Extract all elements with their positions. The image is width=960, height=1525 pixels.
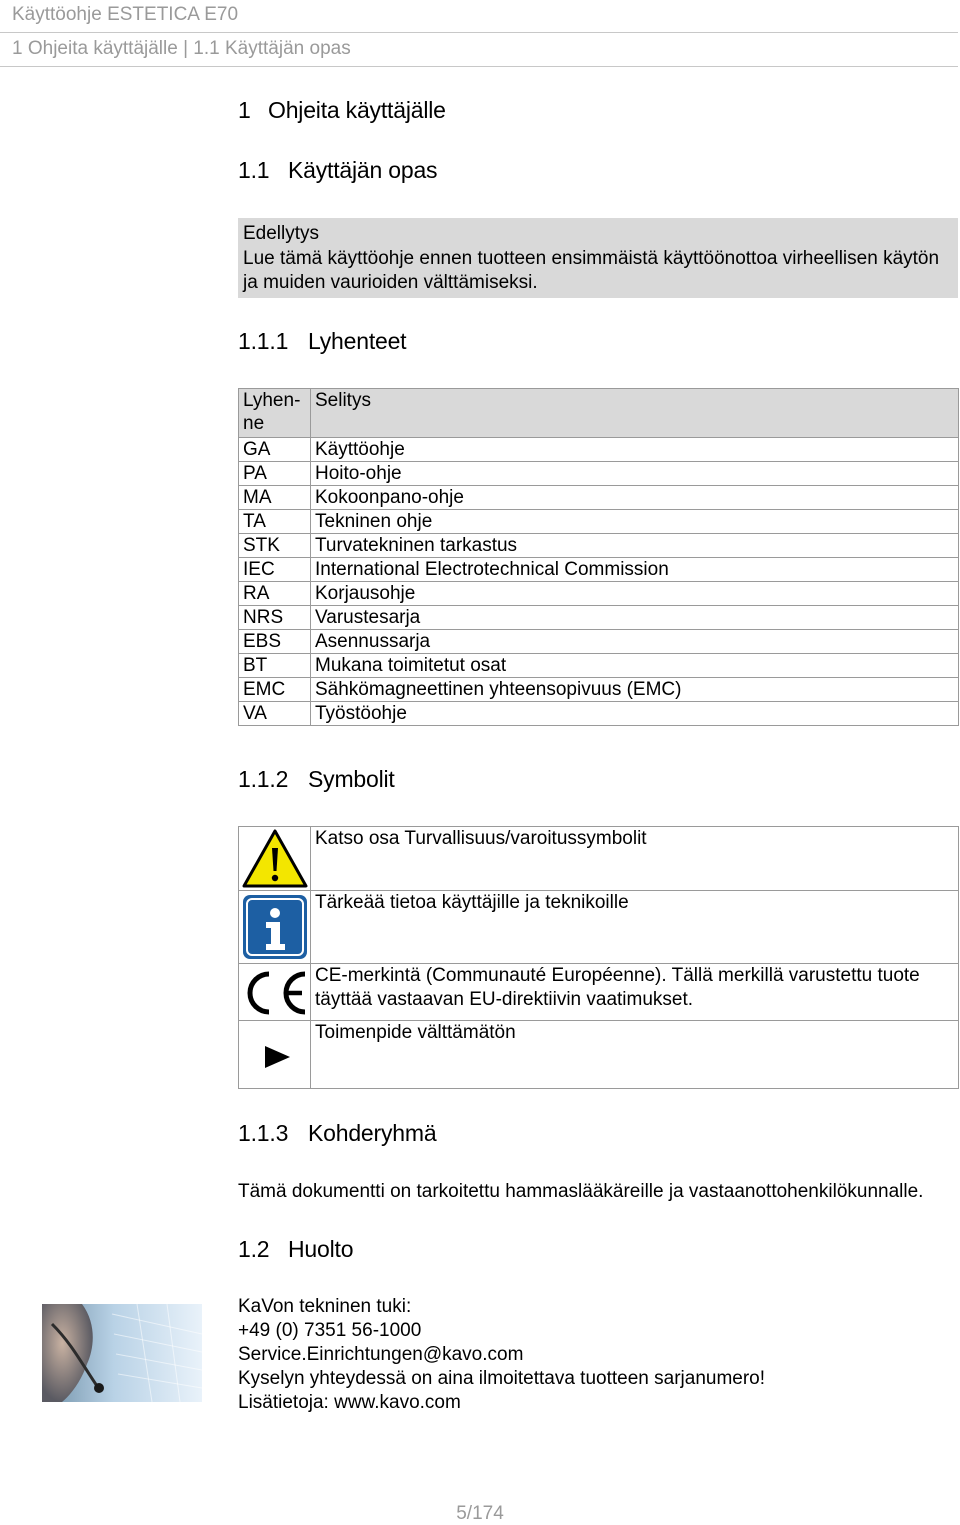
- table-row: [239, 606, 959, 630]
- abbreviation-cell: PA: [239, 462, 311, 486]
- prerequisite-text: Lue tämä käyttöohje ennen tuotteen ensimmäistä käyttöönottoa virheellisen käytön ja muiden vaurioiden välttämiseksi.: [243, 248, 940, 293]
- symbol-cell: [239, 1021, 311, 1089]
- table-row: [239, 486, 959, 510]
- explanation-cell: Käyttöohje: [311, 438, 959, 462]
- table-row: [239, 438, 959, 462]
- document-title: Käyttöohje ESTETICA E70: [12, 4, 239, 25]
- heading-1-1-2: [238, 766, 395, 793]
- abbreviation-cell: MA: [239, 486, 311, 510]
- header-divider: [0, 32, 958, 33]
- explanation-cell: Tekninen ohje: [311, 510, 959, 534]
- symbol-cell: [239, 827, 311, 891]
- heading-1-1-1: [238, 328, 406, 355]
- explanation-cell: Varustesarja: [311, 606, 959, 630]
- service-note: Kyselyn yhteydessä on aina ilmoitettava tuotteen sarjanumero!: [238, 1368, 766, 1389]
- prerequisite-label: Edellytys: [243, 223, 320, 244]
- abbreviation-cell: NRS: [239, 606, 311, 630]
- explanation-cell: Korjausohje: [311, 582, 959, 606]
- table-row: [239, 1021, 959, 1089]
- symbol-cell: [239, 891, 311, 964]
- explanation-cell: Asennussarja: [311, 630, 959, 654]
- table-row: [239, 558, 959, 582]
- table-row: [239, 630, 959, 654]
- target-group-text: Tämä dokumentti on tarkoitettu hammaslääkäreille ja vastaanottohenkilökunnalle.: [238, 1181, 924, 1202]
- ce-mark-icon: [241, 968, 309, 1018]
- explanation-cell: Turvatekninen tarkastus: [311, 534, 959, 558]
- heading-number: 1.2: [238, 1236, 270, 1262]
- heading-1-2: [238, 1236, 353, 1263]
- service-email: Service.Einrichtungen@kavo.com: [238, 1344, 524, 1365]
- heading-text: Ohjeita käyttäjälle: [268, 97, 446, 123]
- heading-text: Symbolit: [308, 766, 395, 792]
- play-arrow-icon: [263, 1044, 293, 1070]
- heading-text: Käyttäjän opas: [288, 157, 438, 183]
- heading-1-1: [238, 157, 437, 184]
- explanation-cell: Sähkömagneettinen yhteensopivuus (EMC): [311, 678, 959, 702]
- abbreviation-cell: IEC: [239, 558, 311, 582]
- heading-1-1-3: [238, 1120, 436, 1147]
- table-row: [239, 702, 959, 726]
- table-row: [239, 678, 959, 702]
- explanation-cell: Kokoonpano-ohje: [311, 486, 959, 510]
- symbol-description: CE-merkintä (Communauté Européenne). Tällä merkillä varustettu tuote täyttää vastaavan EU-direktiivin vaatimukset.: [311, 964, 959, 1021]
- heading-number: 1.1.1: [238, 328, 289, 354]
- table-row: [239, 654, 959, 678]
- prerequisite-box: [238, 218, 958, 298]
- symbol-cell: [239, 964, 311, 1021]
- abbreviation-cell: EBS: [239, 630, 311, 654]
- abbreviation-cell: VA: [239, 702, 311, 726]
- abbreviation-cell: STK: [239, 534, 311, 558]
- table-row: [239, 827, 959, 891]
- symbol-description: Katso osa Turvallisuus/varoitussymbolit: [311, 827, 959, 891]
- explanation-cell: Työstöohje: [311, 702, 959, 726]
- abbreviation-cell: GA: [239, 438, 311, 462]
- column-header-explanation: Selitys: [311, 389, 959, 438]
- abbreviation-cell: TA: [239, 510, 311, 534]
- heading-number: 1.1.2: [238, 766, 289, 792]
- support-headset-photo: [42, 1304, 202, 1402]
- table-row: [239, 462, 959, 486]
- service-contact: [238, 1295, 765, 1415]
- table-row: [239, 891, 959, 964]
- warning-triangle-icon: [241, 828, 309, 890]
- table-row: [239, 510, 959, 534]
- service-phone: +49 (0) 7351 56-1000: [238, 1320, 422, 1341]
- breadcrumb: 1 Ohjeita käyttäjälle | 1.1 Käyttäjän opas: [12, 38, 351, 59]
- heading-1: [238, 97, 446, 124]
- heading-text: Lyhenteet: [308, 328, 407, 354]
- service-website: Lisätietoja: www.kavo.com: [238, 1392, 461, 1413]
- abbreviation-cell: BT: [239, 654, 311, 678]
- heading-text: Kohderyhmä: [308, 1120, 437, 1146]
- table-row: [239, 582, 959, 606]
- heading-number: 1.1.3: [238, 1120, 289, 1146]
- explanation-cell: Mukana toimitetut osat: [311, 654, 959, 678]
- heading-number: 1.1: [238, 157, 270, 183]
- symbol-description: Toimenpide välttämätön: [311, 1021, 959, 1089]
- table-row: [239, 534, 959, 558]
- symbols-table: [238, 826, 959, 1089]
- symbol-description: Tärkeää tietoa käyttäjille ja teknikoille: [311, 891, 959, 964]
- service-line: KaVon tekninen tuki:: [238, 1296, 412, 1317]
- explanation-cell: Hoito-ohje: [311, 462, 959, 486]
- abbreviation-cell: EMC: [239, 678, 311, 702]
- table-header-row: [239, 389, 959, 438]
- abbreviations-table: [238, 388, 959, 726]
- heading-number: 1: [238, 97, 251, 123]
- page-number: 5/174: [456, 1503, 504, 1524]
- breadcrumb-divider: [0, 66, 958, 67]
- table-row: [239, 964, 959, 1021]
- info-icon: [242, 894, 308, 960]
- column-header-abbreviation: Lyhen- ne: [239, 389, 311, 438]
- explanation-cell: International Electrotechnical Commission: [311, 558, 959, 582]
- heading-text: Huolto: [288, 1236, 354, 1262]
- abbreviation-cell: RA: [239, 582, 311, 606]
